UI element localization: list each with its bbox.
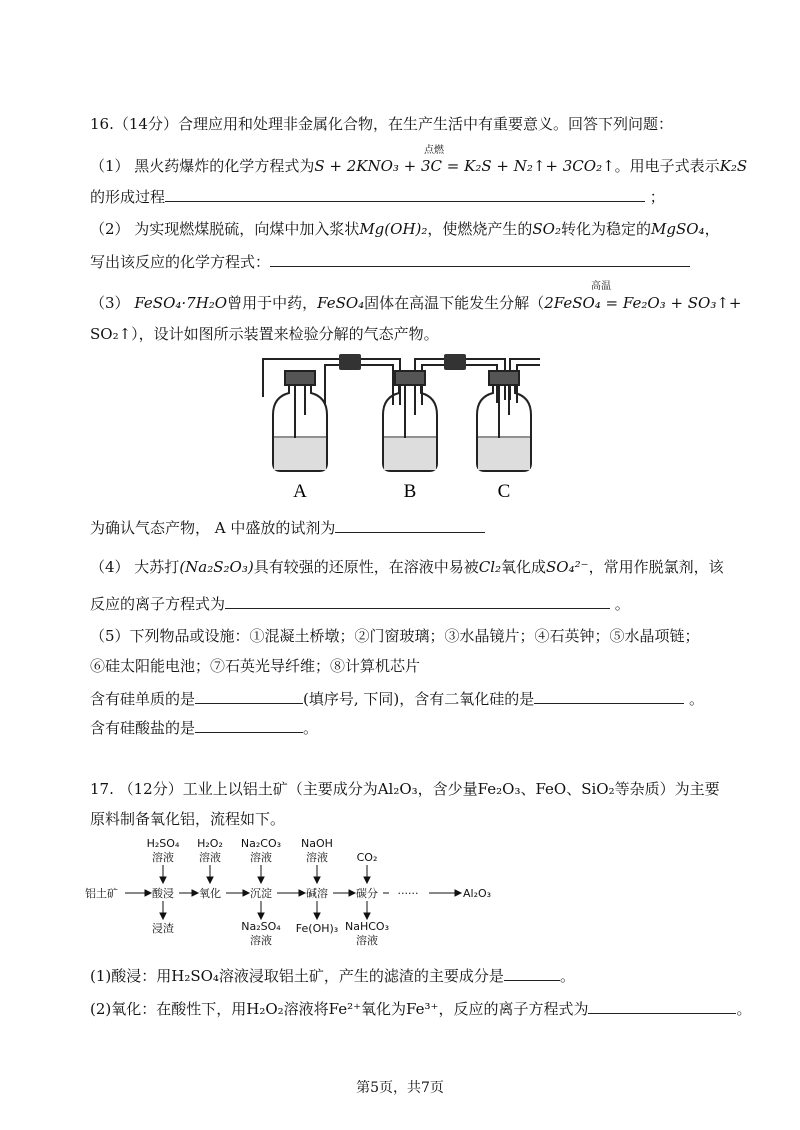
- reagent-2-sub: 溶液: [199, 851, 221, 864]
- text: （4） 大苏打: [90, 558, 180, 576]
- text: ，使燃烧产生的: [427, 220, 533, 238]
- step-3: 沉淀: [250, 887, 272, 900]
- q16-title: 16.（14分）合理应用和处理非金属化合物，在生产生活中有重要意义。回答下列问题：: [90, 115, 673, 133]
- text: 反应的离子方程式为: [90, 595, 226, 613]
- q17-part2: (2)氧化：在酸性下，用H₂O₂溶液将Fe²⁺氧化为Fe³⁺，反应的离子方程式为 。: [90, 1000, 752, 1018]
- product-3: Fe(OH)₃: [295, 922, 339, 935]
- step-1: 酸浸: [152, 887, 174, 900]
- text: （2） 为实现燃煤脱硫，向煤中加入浆状: [90, 220, 360, 238]
- text: 曾用于中药，: [227, 294, 318, 312]
- q16-part3-line2: [90, 323, 439, 344]
- flow-start: 铝土矿: [85, 887, 118, 900]
- answer-blank[interactable]: [588, 999, 736, 1014]
- label-c: C: [497, 481, 511, 502]
- q16-part1-line2: 的形成过程 ；: [90, 188, 665, 206]
- product-1: 浸渣: [152, 922, 174, 935]
- flow-dots: ······: [397, 887, 419, 900]
- q16-part2-line1: （2） 为实现燃煤脱硫，向煤中加入浆状Mg(OH)₂，使燃烧产生的SO₂转化为稳定的MgSO₄，: [90, 220, 720, 238]
- q17-title-line2: 原料制备氧化铝，流程如下。: [90, 810, 286, 828]
- page-footer: 第5页，共7页: [356, 1080, 444, 1096]
- formula: FeSO₄·7H₂O: [134, 294, 228, 312]
- reagent-3: Na₂CO₃: [240, 837, 282, 850]
- text: 写出该反应的化学方程式: [90, 253, 256, 271]
- text: SO₂↑），设计如图所示装置来检验分解的气态产物。: [90, 325, 439, 343]
- answer-blank[interactable]: [195, 689, 303, 704]
- product-4-sub: 溶液: [356, 934, 378, 947]
- formula: Mg(OH)₂: [359, 220, 428, 238]
- gas-washing-bottles-apparatus: [255, 345, 545, 505]
- formula: SO₂: [532, 220, 561, 238]
- formula: FeSO₄: [317, 294, 365, 312]
- formula: Cl₂: [478, 558, 502, 576]
- q16-part4-line2: 反应的离子方程式为 。: [90, 595, 630, 613]
- q16-part4-line1: [90, 556, 724, 577]
- answer-blank[interactable]: [534, 689, 684, 704]
- q17-title-line1: 17. （12分）工业上以铝土矿（主要成分为Al₂O₃，含少量Fe₂O₃、FeO、SiO₂等杂质）为主要: [90, 780, 720, 798]
- q16-part5-line1: （5）下列物品或设施：①混凝土桥墩；②门窗玻璃；③水晶镜片；④石英钟；⑤水晶项链；: [90, 627, 700, 645]
- liquid-a: [274, 438, 326, 470]
- q17-part1: (1)酸浸：用H₂SO₄溶液浸取铝土矿，产生的滤渣的主要成分是 。: [90, 967, 575, 985]
- text: (填序号, 下同)，含有二氧化硅的是: [303, 690, 535, 708]
- text: 。用电子式表示: [614, 157, 720, 175]
- product-4: NaHCO₃: [345, 920, 389, 933]
- product-2-sub: 溶液: [250, 934, 272, 947]
- liquid-b: [384, 438, 436, 470]
- formula: (Na₂S₂O₃): [179, 558, 254, 576]
- text: （3）: [90, 294, 130, 312]
- text: (1)酸浸：用H₂SO₄溶液浸取铝土矿，产生的滤渣的主要成分是: [90, 967, 504, 985]
- formula: K₂S: [719, 157, 748, 175]
- text: 固体在高温下能发生分解（: [364, 294, 545, 312]
- text: 具有较强的还原性，在溶液中易被: [253, 558, 479, 576]
- reagent-5: CO₂: [356, 851, 378, 864]
- text: (2)氧化：在酸性下，用H₂O₂溶液将Fe²⁺氧化为Fe³⁺，反应的离子方程式为: [90, 1000, 589, 1018]
- text: 含有硅单质的是: [90, 690, 196, 708]
- text: 转化为稳定的: [561, 220, 652, 238]
- q16-part2-line2: 写出该反应的化学方程式：: [90, 251, 690, 272]
- step-4: 碱溶: [306, 887, 328, 900]
- reagent-3-sub: 溶液: [250, 851, 272, 864]
- answer-blank[interactable]: [270, 252, 690, 267]
- equation: 2FeSO₄ = Fe₂O₃ + SO₃↑+: [544, 294, 742, 312]
- formula: SO₄²⁻: [546, 558, 589, 576]
- step-5: 碳分: [356, 887, 378, 900]
- process-flowchart: [85, 835, 525, 955]
- text: 氧化成: [501, 558, 547, 576]
- q16-part3-line3: [90, 517, 485, 538]
- reagent-2: H₂O₂: [197, 837, 223, 850]
- answer-blank[interactable]: [195, 718, 303, 733]
- text: 含有硅酸盐的是: [90, 719, 196, 737]
- answer-blank[interactable]: [165, 187, 645, 202]
- text: ，常用作脱氯剂，该: [588, 558, 724, 576]
- reagent-1-sub: 溶液: [152, 851, 174, 864]
- flow-end: Al₂O₃: [463, 887, 492, 900]
- q16-part5-line3: 含有硅单质的是 (填序号, 下同)，含有二氧化硅的是 。: [90, 690, 705, 708]
- reagent-4: NaOH: [301, 837, 333, 850]
- text: 的形成过程: [90, 188, 166, 206]
- q16-part3-line1: [90, 292, 742, 313]
- condition-label: 高温: [591, 281, 611, 292]
- label-b: B: [403, 481, 417, 502]
- q16-part1-line1: [90, 155, 747, 176]
- reagent-4-sub: 溶液: [306, 851, 328, 864]
- equation: S + 2KNO₃ + 3C = K₂S + N₂↑+ 3CO₂↑: [314, 157, 615, 175]
- step-2: 氧化: [199, 887, 221, 900]
- condition-label: 点燃: [424, 145, 444, 156]
- connector: [339, 354, 361, 370]
- formula: MgSO₄: [651, 220, 705, 238]
- answer-blank[interactable]: [225, 594, 610, 609]
- text: （1） 黑火药爆炸的化学方程式为: [90, 157, 315, 175]
- connector: [444, 354, 466, 370]
- answer-blank[interactable]: [504, 966, 560, 981]
- label-a: A: [293, 481, 307, 502]
- reagent-1: H₂SO₄: [146, 837, 180, 850]
- answer-blank[interactable]: [335, 518, 485, 533]
- q16-part5-line4: 含有硅酸盐的是 。: [90, 719, 319, 737]
- q16-part5-line2: ⑥硅太阳能电池；⑦石英光导纤维；⑧计算机芯片: [90, 657, 421, 675]
- product-2: Na₂SO₄: [241, 920, 281, 933]
- liquid-c: [478, 438, 530, 470]
- text: 为确认气态产物， A 中盛放的试剂为: [90, 519, 336, 537]
